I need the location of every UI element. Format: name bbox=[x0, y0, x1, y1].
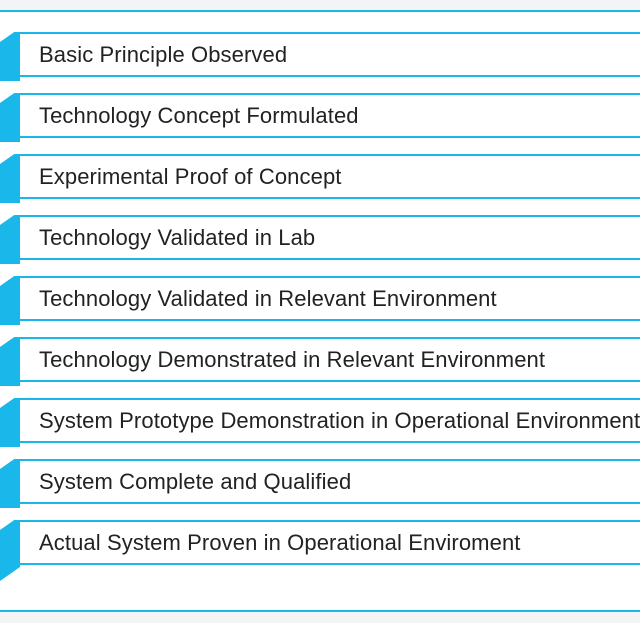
level-card bbox=[20, 398, 640, 443]
level-row-2 bbox=[0, 93, 640, 142]
level-marker-icon bbox=[0, 154, 20, 203]
level-marker-icon bbox=[0, 32, 20, 81]
level-row-6 bbox=[0, 337, 640, 386]
level-card bbox=[20, 32, 640, 77]
level-row-9 bbox=[0, 520, 640, 569]
level-card bbox=[20, 520, 640, 565]
level-row-7 bbox=[0, 398, 640, 447]
level-card bbox=[20, 276, 640, 321]
level-row-8 bbox=[0, 459, 640, 508]
level-card bbox=[20, 459, 640, 504]
level-card bbox=[20, 93, 640, 138]
level-row-1 bbox=[0, 32, 640, 81]
level-label: Actual System Proven in Operational Enviroment bbox=[39, 530, 521, 555]
level-marker-icon bbox=[0, 459, 20, 508]
level-marker-icon bbox=[0, 398, 20, 447]
level-label: Technology Demonstrated in Relevant Environment bbox=[39, 347, 546, 372]
level-label: System Prototype Demonstration in Operational Environment bbox=[39, 408, 640, 433]
level-marker-icon bbox=[0, 215, 20, 264]
level-marker-icon bbox=[0, 520, 20, 569]
level-label: Technology Validated in Relevant Environment bbox=[39, 286, 497, 311]
level-label: Technology Concept Formulated bbox=[39, 103, 359, 128]
level-row-5 bbox=[0, 276, 640, 325]
level-label: Basic Principle Observed bbox=[39, 42, 288, 67]
trl-panel bbox=[0, 10, 640, 612]
level-marker-icon bbox=[0, 93, 20, 142]
level-label: System Complete and Qualified bbox=[39, 469, 352, 494]
level-label: Experimental Proof of Concept bbox=[39, 164, 342, 189]
level-marker-icon bbox=[0, 276, 20, 325]
level-row-3 bbox=[0, 154, 640, 203]
level-row-4 bbox=[0, 215, 640, 264]
level-card bbox=[20, 154, 640, 199]
level-card bbox=[20, 337, 640, 382]
level-label: Technology Validated in Lab bbox=[39, 225, 316, 250]
level-marker-icon bbox=[0, 337, 20, 386]
level-card bbox=[20, 215, 640, 260]
